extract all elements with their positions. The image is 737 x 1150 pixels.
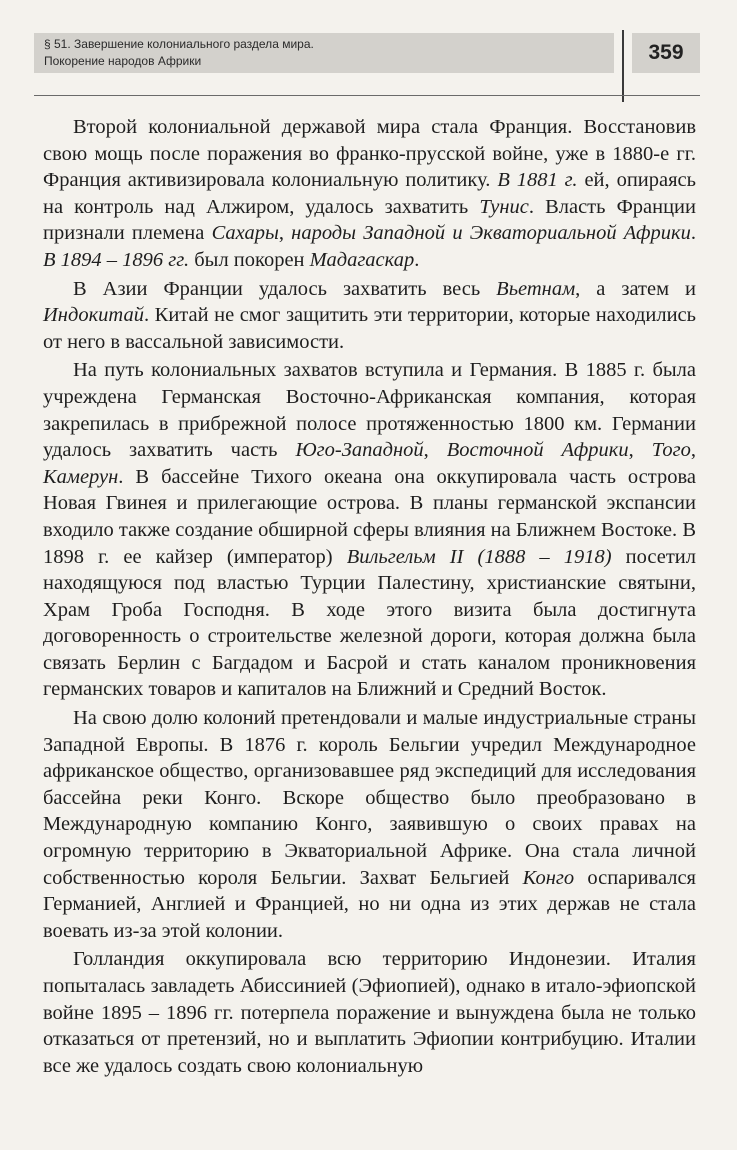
italic-term: Мадагаскар <box>309 248 415 271</box>
paragraph <box>43 946 696 1079</box>
text-run: . <box>690 222 696 245</box>
italic-term: В 1881 г. <box>497 169 578 192</box>
italic-term: Индокитай <box>43 304 144 327</box>
italic-term: Конго <box>522 866 575 889</box>
running-header <box>34 33 614 73</box>
italic-term: В 1894 – 1896 гг. <box>43 248 190 271</box>
section-title-line-1: § 51. Завершение колониального раздела мира. <box>44 37 314 51</box>
text-run: . В бассейне Тихого океана она оккупировала часть острова Новая Гвинея и прилегающие острова. В планы германской экспансии входило также создание обширной сферы влияния на Ближнем Востоке. В 1898 г. ее кайзер (император) <box>43 465 696 568</box>
text-run: . Китай не смог защитить эти территории, которые находились от него в вассальной зависимости. <box>43 304 696 353</box>
italic-term: Камерун <box>43 465 119 488</box>
paragraph <box>43 357 696 703</box>
italic-term: Юго-Западной <box>295 439 424 462</box>
italic-term: Того <box>651 439 691 462</box>
text-run: В Азии Франции удалось захватить весь <box>73 277 497 300</box>
section-title-line-2: Покорение народов Африки <box>44 54 202 68</box>
italic-term: Сахары <box>211 222 279 245</box>
italic-term: Вильгельм II (1888 – 1918) <box>346 545 612 568</box>
text-run: оспаривался Германией, Англией и Францией, но ни одна из этих держав не стала воевать из-за этой колонии. <box>43 866 696 942</box>
text-run: , <box>628 439 652 462</box>
page-body <box>43 114 696 1081</box>
text-run: был покорен <box>189 248 310 271</box>
italic-term: Вьетнам <box>496 277 576 300</box>
text-run: Второй колониальной державой мира стала Франция. Восстановив свою мощь после поражения во франко-прусской войне, уже в 1880-е гг. Франция активизировала колониальную политику. <box>43 116 696 192</box>
paragraph <box>43 705 696 944</box>
paragraph <box>43 276 696 356</box>
text-run: , <box>423 439 447 462</box>
text-run: , <box>278 222 292 245</box>
text-run: посетил находящуюся под властью Турции Палестину, христианские святыни, Храм Гроба Господня. В ходе этого визита была достигнута договоренность о строительстве железной дороги, которая должна была связать Берлин с Багдадом и Басрой и стать каналом проникновения германских товаров и капиталов на Ближний и Средний Восток. <box>43 545 696 701</box>
text-run: ей, опираясь на контроль над Алжиром, удалось захватить <box>43 169 696 218</box>
header-divider-vertical <box>622 30 624 102</box>
text-run: , а затем и <box>575 277 696 300</box>
text-run: Голландия оккупировала всю территорию Индонезии. Италия попыталась завладеть Абиссинией (Эфиопией), однако в итало-эфиопской войне 1895 – 1896 гг. потерпела поражение и вынуждена была не только отказаться от претензий, но и выплатить Эфиопии контрибуцию. Италии все же удалось создать свою колониальную <box>43 948 696 1077</box>
italic-term: Восточной Африки <box>446 439 629 462</box>
text-run: . Власть Франции признали племена <box>43 195 696 245</box>
paragraph <box>43 114 696 274</box>
text-run: , <box>690 439 696 462</box>
header-divider-horizontal <box>34 95 700 96</box>
text-run: На свою долю колоний претендовали и малые индустриальные страны Западной Европы. В 1876 г. король Бельгии учредил Международное африканское общество, организовавшее ряд экспедиций для исследования бассейна реки Конго. Вскоре общество было преобразовано в Международную компанию Конго, заявившую о своих правах на огромную территорию в Экваториальной Африке. Она стала личной собственностью короля Бельгии. Захват Бельгией <box>43 707 696 889</box>
text-run: На путь колониальных захватов вступила и Германия. В 1885 г. была учреждена Германская Восточно-Африканская компания, которая закрепилась в прибрежной полосе протяженностью 1800 км. Германии удалось захватить часть <box>43 359 696 462</box>
text-run: . <box>414 248 420 271</box>
italic-term: Тунис <box>479 195 529 218</box>
page-number: 359 <box>632 33 700 73</box>
italic-term: народы Западной и Экваториальной Африки <box>291 222 691 245</box>
